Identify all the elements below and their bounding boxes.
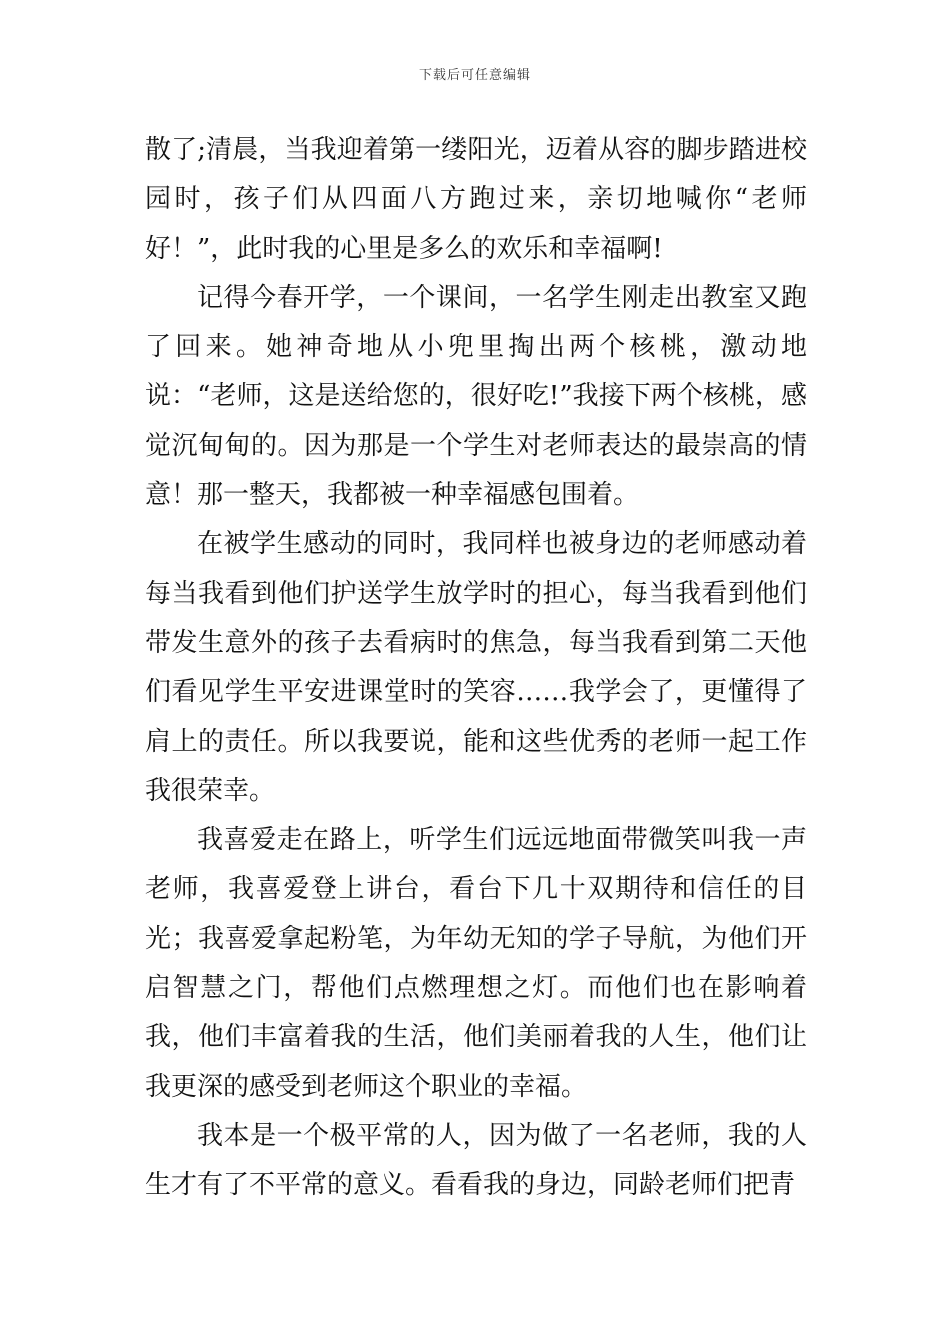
- page-header: 下载后可任意编辑: [418, 68, 531, 83]
- paragraph-walnuts: 记得今春开学，一个课间，一名学生刚走出教室又跑了回来。她神奇地从小兜里掏出两个核桃，激动地说：“老师，这是送给您的，很好吃!”我接下两个核桃，感觉沉甸甸的。因为那是一个学生对老师表达的最崇高的情意！那一整天，我都被一种幸福感包围着。: [145, 282, 807, 511]
- document-body: [145, 126, 807, 1211]
- paragraph-ordinary-person: 我本是一个极平常的人，因为做了一名老师，我的人生才有了不平常的意义。看看我的身边，同龄老师们把青: [145, 1120, 807, 1201]
- paragraph-colleagues: 在被学生感动的同时，我同样也被身边的老师感动着每当我看到他们护送学生放学时的担心，每当我看到他们带发生意外的孩子去看病时的焦急，每当我看到第二天他们看见学生平安进课堂时的笑容……我学会了，更懂得了肩上的责任。所以我要说，能和这些优秀的老师一起工作我很荣幸。: [145, 529, 807, 806]
- paragraph-continued: 散了;清晨，当我迎着第一缕阳光，迈着从容的脚步踏进校园时，孩子们从四面八方跑过来，亲切地喊你“老师好！”，此时我的心里是多么的欢乐和幸福啊!: [145, 135, 807, 264]
- paragraph-love-teaching: 我喜爱走在路上，听学生们远远地面带微笑叫我一声老师，我喜爱登上讲台，看台下几十双期待和信任的目光；我喜爱拿起粉笔，为年幼无知的学子导航，为他们开启智慧之门，帮他们点燃理想之灯。而他们也在影响着我，他们丰富着我的生活，他们美丽着我的人生，他们让我更深的感受到老师这个职业的幸福。: [145, 825, 807, 1102]
